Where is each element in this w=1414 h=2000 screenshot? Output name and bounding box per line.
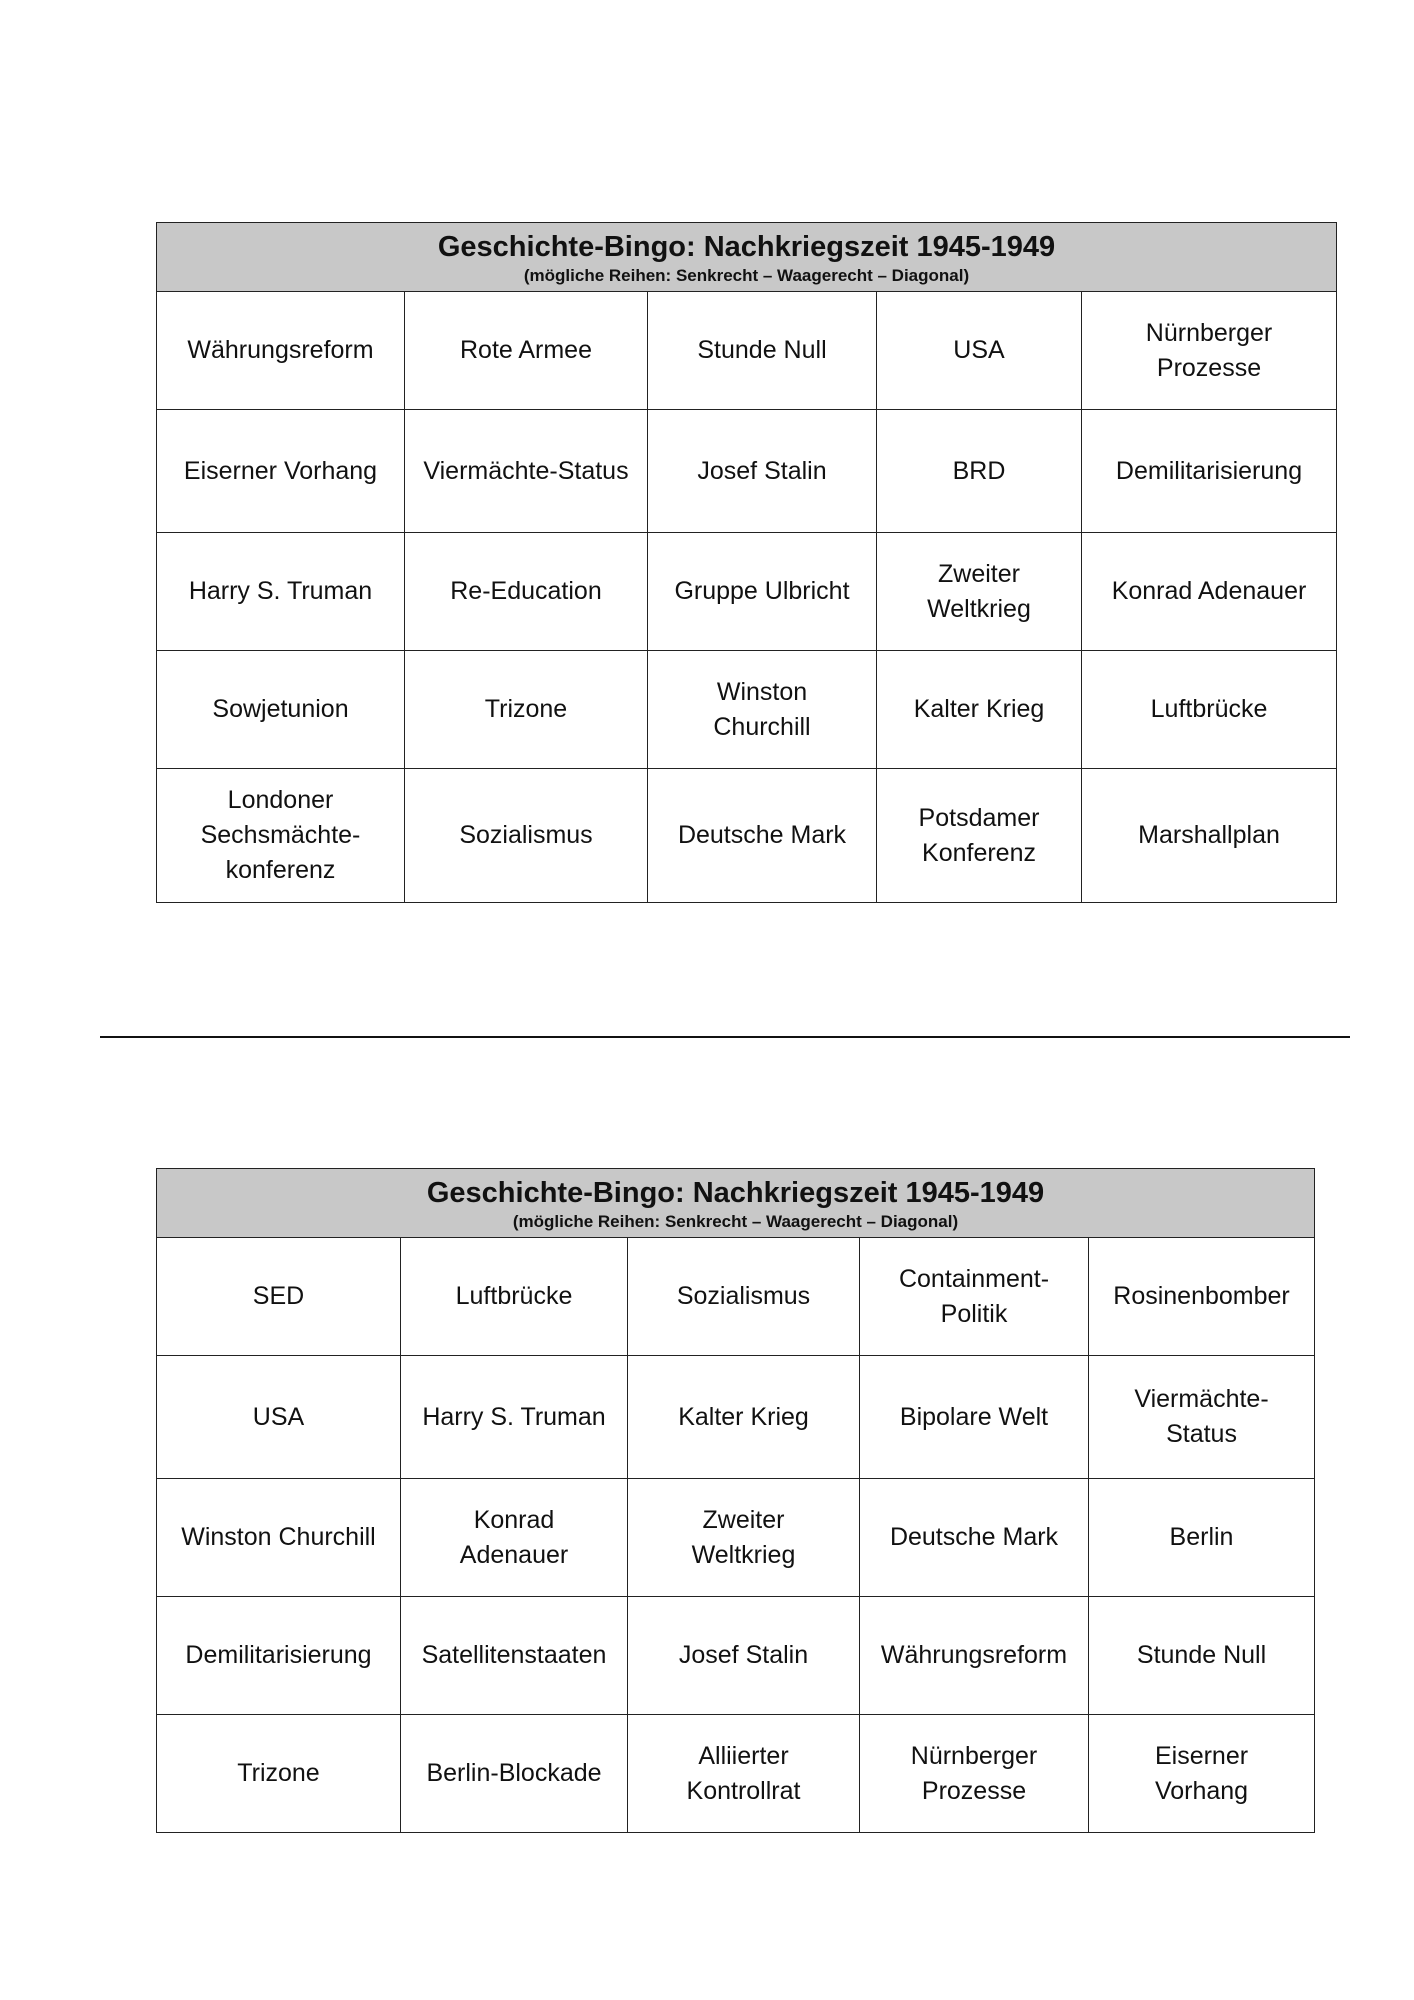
bingo-card-1 (156, 222, 1337, 903)
bingo-card-header (157, 223, 1337, 292)
bingo-cell: Winston Churchill (157, 1479, 401, 1597)
bingo-cell: Josef Stalin (648, 410, 877, 533)
bingo-cell: Sozialismus (405, 769, 648, 903)
cut-line-divider (100, 1036, 1350, 1038)
bingo-cell: SED (157, 1238, 401, 1356)
bingo-cell: Demilitarisierung (157, 1597, 401, 1715)
bingo-cell: BRD (877, 410, 1082, 533)
bingo-cell: Deutsche Mark (648, 769, 877, 903)
bingo-cell: Sowjetunion (157, 651, 405, 769)
bingo-cell: Eiserner Vorhang (1089, 1715, 1315, 1833)
bingo-cell: Re-Education (405, 533, 648, 651)
bingo-cell: Nürnberger Prozesse (860, 1715, 1089, 1833)
bingo-subtitle: (mögliche Reihen: Senkrecht – Waagerecht – Diagonal) (512, 1212, 959, 1231)
bingo-cell: Sozialismus (628, 1238, 860, 1356)
bingo-cell: Rosinenbomber (1089, 1238, 1315, 1356)
bingo-cell: Winston Churchill (648, 651, 877, 769)
bingo-card-2 (156, 1168, 1315, 1833)
bingo-cell: Kalter Krieg (877, 651, 1082, 769)
bingo-title: Geschichte-Bingo: Nachkriegszeit 1945-1949 (426, 1177, 1045, 1209)
bingo-cell: Nürnberger Prozesse (1082, 292, 1337, 410)
bingo-title: Geschichte-Bingo: Nachkriegszeit 1945-1949 (437, 231, 1056, 263)
bingo-cell: Luftbrücke (401, 1238, 628, 1356)
bingo-cell: USA (157, 1356, 401, 1479)
bingo-cell: USA (877, 292, 1082, 410)
bingo-cell: Containment-Politik (860, 1238, 1089, 1356)
bingo-cell: Kalter Krieg (628, 1356, 860, 1479)
bingo-subtitle: (mögliche Reihen: Senkrecht – Waagerecht – Diagonal) (523, 266, 970, 285)
bingo-cell: Trizone (157, 1715, 401, 1833)
bingo-cell: Trizone (405, 651, 648, 769)
bingo-cell: Konrad Adenauer (401, 1479, 628, 1597)
bingo-cell: Alliierter Kontrollrat (628, 1715, 860, 1833)
bingo-cell: Josef Stalin (628, 1597, 860, 1715)
bingo-cell: Londoner Sechsmächte-konferenz (157, 769, 405, 903)
bingo-cell: Eiserner Vorhang (157, 410, 405, 533)
bingo-cell: Marshallplan (1082, 769, 1337, 903)
bingo-cell: Berlin (1089, 1479, 1315, 1597)
bingo-card-header (157, 1169, 1315, 1238)
bingo-cell: Währungsreform (860, 1597, 1089, 1715)
bingo-cell: Harry S. Truman (401, 1356, 628, 1479)
bingo-cell: Stunde Null (648, 292, 877, 410)
bingo-cell: Potsdamer Konferenz (877, 769, 1082, 903)
bingo-cell: Viermächte-Status (405, 410, 648, 533)
bingo-cell: Stunde Null (1089, 1597, 1315, 1715)
bingo-cell: Währungsreform (157, 292, 405, 410)
bingo-cell: Deutsche Mark (860, 1479, 1089, 1597)
bingo-cell: Viermächte-Status (1089, 1356, 1315, 1479)
bingo-cell: Zweiter Weltkrieg (877, 533, 1082, 651)
bingo-cell: Harry S. Truman (157, 533, 405, 651)
bingo-cell: Rote Armee (405, 292, 648, 410)
bingo-cell: Zweiter Weltkrieg (628, 1479, 860, 1597)
bingo-cell: Demilitarisierung (1082, 410, 1337, 533)
bingo-cell: Gruppe Ulbricht (648, 533, 877, 651)
bingo-cell: Konrad Adenauer (1082, 533, 1337, 651)
bingo-cell: Bipolare Welt (860, 1356, 1089, 1479)
bingo-cell: Luftbrücke (1082, 651, 1337, 769)
bingo-cell: Satellitenstaaten (401, 1597, 628, 1715)
bingo-cell: Berlin-Blockade (401, 1715, 628, 1833)
